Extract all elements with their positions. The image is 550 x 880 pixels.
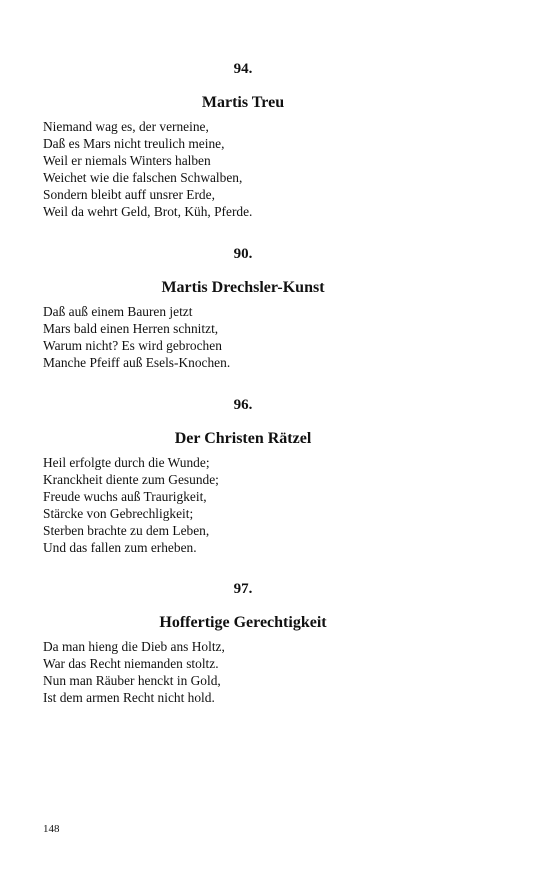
verse-line: Warum nicht? Es wird gebrochen: [43, 337, 222, 353]
verse-line: Weichet wie die falschen Schwalben,: [43, 169, 243, 185]
verse-line: Niemand wag es, der verneine,: [43, 119, 209, 134]
poem-title: Hoffertige Gerechtigkeit: [159, 614, 327, 631]
verse-line: Kranckheit diente zum Gesunde;: [43, 471, 219, 487]
poem-verse: [43, 639, 443, 707]
poem-title: Martis Drechsler-Kunst: [161, 279, 325, 296]
verse-line: Nun man Räuber henckt in Gold,: [43, 672, 221, 688]
poem-number: 94.: [233, 61, 253, 77]
poem-number: 96.: [233, 397, 253, 413]
poem-90: [43, 245, 443, 372]
verse-line: Daß es Mars nicht treulich meine,: [43, 135, 225, 151]
poem-96: [43, 396, 443, 556]
verse-line: Manche Pfeiff auß Esels-Knochen.: [43, 354, 231, 370]
poem-verse: [43, 455, 443, 556]
verse-line: Weil er niemals Winters halben: [43, 152, 211, 168]
poem-title: Der Christen Rätzel: [174, 430, 312, 447]
poem-97: [43, 580, 443, 707]
poem-verse: [43, 119, 443, 220]
verse-line: Weil da wehrt Geld, Brot, Küh, Pferde.: [43, 203, 253, 219]
verse-line: Sondern bleibt auff unsrer Erde,: [43, 186, 215, 202]
poem-number: 90.: [233, 246, 253, 262]
verse-line: Mars bald einen Herren schnitzt,: [43, 320, 219, 336]
poem-number: 97.: [233, 581, 253, 597]
poem-title: Martis Treu: [201, 94, 285, 111]
verse-line: Ist dem armen Recht nicht hold.: [43, 689, 215, 705]
poem-verse: [43, 304, 443, 372]
verse-line: Und das fallen zum erheben.: [43, 539, 197, 555]
verse-line: Sterben brachte zu dem Leben,: [43, 522, 210, 538]
verse-line: Heil erfolgte durch die Wunde;: [43, 455, 210, 470]
verse-line: Stärcke von Gebrechligkeit;: [43, 505, 194, 521]
verse-line: Daß auß einem Bauren jetzt: [43, 304, 193, 319]
poem-94: [43, 60, 443, 220]
page-number: 148: [43, 823, 60, 835]
verse-line: Freude wuchs auß Traurigkeit,: [43, 488, 207, 504]
verse-line: Da man hieng die Dieb ans Holtz,: [43, 639, 225, 654]
verse-line: War das Recht niemanden stoltz.: [43, 655, 219, 671]
